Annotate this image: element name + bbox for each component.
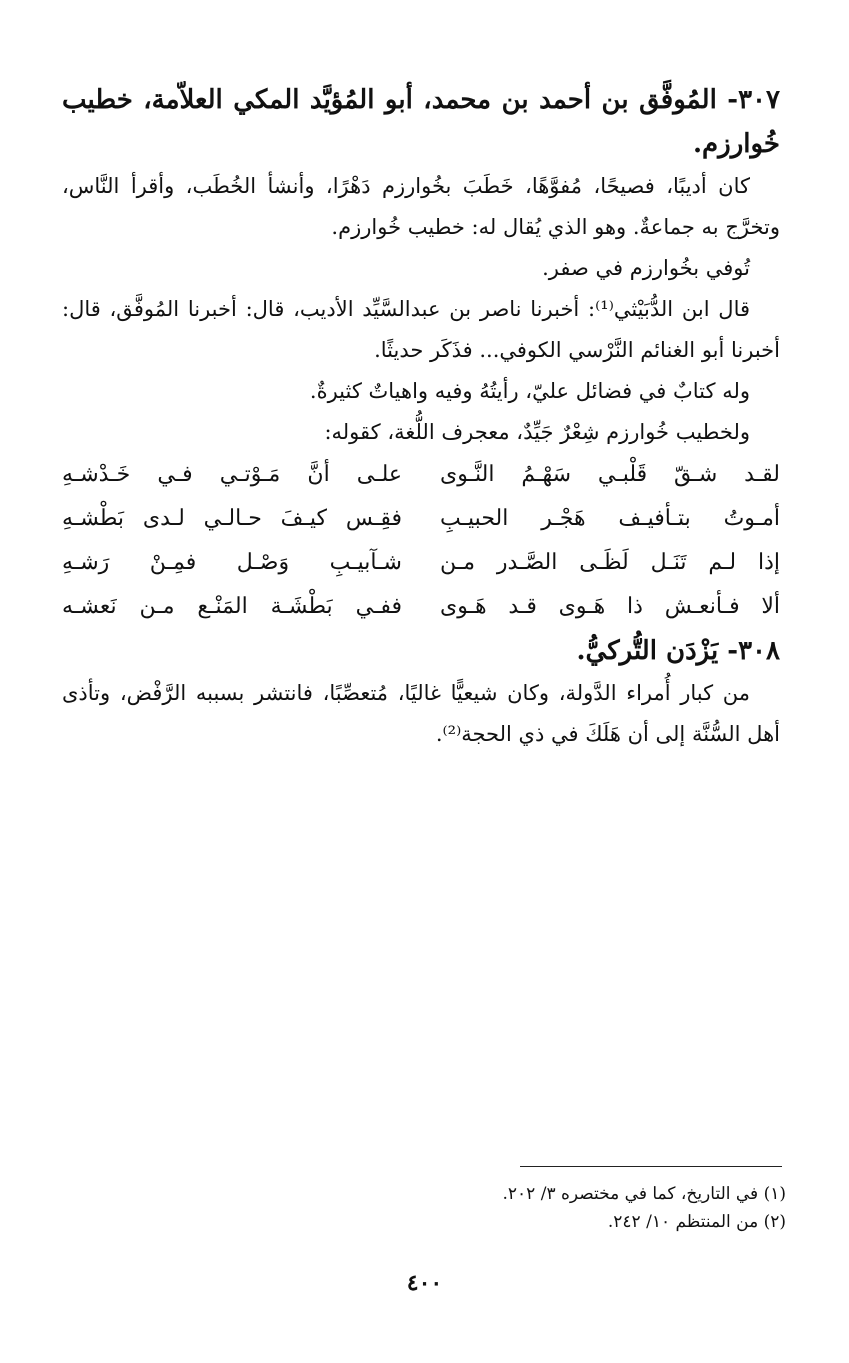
main-text	[62, 78, 780, 755]
footnote-1: (١) في التاريخ، كما في مختصره ٣/ ٢٠٢.	[502, 1184, 786, 1204]
entry-308-heading: ٣٠٨- يَزْدَن التُّركيُّ.	[576, 636, 780, 666]
verse-first-hemistich: لقـد شـقّ قَلْبـي سَهْـمُ النَّـوى	[440, 462, 780, 487]
poem-verse	[62, 497, 780, 541]
footnotes	[420, 1180, 786, 1236]
entry-307-paragraph-4: وله كتابٌ في فضائل عليّ، رأيتُهُ وفيه واهياتٌ كثيرةٌ.	[309, 379, 750, 403]
page-number: ٤٠٠	[406, 1270, 443, 1296]
poem-verse	[62, 541, 780, 585]
entry-308-paragraph-1: من كبار أُمراء الدَّولة، وكان شيعيًّا غاليًا، مُتعصِّبًا، فانتشر بسببه الرَّفْض، وتأذى أهل السُّنَّة إلى أن هَلَكَ في ذي الحجة⁽²⁾.	[62, 681, 780, 746]
verse-second-hemistich: ففـي بَطْشَـة المَنْـع مـن نَعشـه	[62, 594, 402, 619]
entry-307-paragraph-1: كان أديبًا، فصيحًا، مُفوَّهًا، خَطَبَ بخُوارزم دَهْرًا، وأنشأ الخُطَب، وأقرأ النَّاس، وتخرَّج به جماعةٌ. وهو الذي يُقال له: خطيب خُوارزم.	[62, 174, 780, 239]
entry-307-heading: ٣٠٧- المُوفَّق بن أحمد بن محمد، أبو المُؤيَّد المكي العلاّمة، خطيب خُوارزم.	[62, 85, 780, 159]
footnote-divider	[520, 1166, 782, 1167]
verse-first-hemistich: إذا لـم تَنَـل لَظَـى الصَّـدر مـن	[440, 550, 780, 575]
poem	[62, 453, 780, 629]
verse-second-hemistich: شـآبيـبِ وَصْـل فمِـنْ رَشـهِ	[62, 550, 402, 575]
verse-second-hemistich: علـى أنَّ مَـوْتـي فـي خَـدْشـهِ	[62, 462, 402, 487]
entry-307-paragraph-5: ولخطيب خُوارزم شِعْرٌ جَيِّدٌ، معجرف اللُّغة، كقوله:	[324, 420, 750, 444]
footnote-2: (٢) من المنتظم ١٠/ ٢٤٢.	[607, 1212, 786, 1232]
poem-verse	[62, 453, 780, 497]
entry-307-paragraph-2: تُوفي بخُوارزم في صفر.	[542, 256, 750, 280]
verse-first-hemistich: أمـوتُ بتـأفيـف هَجْـر الحبيـبِ	[440, 506, 780, 531]
verse-first-hemistich: ألا فـأنعـش ذا هَـوى قـد هَـوى	[440, 594, 780, 619]
entry-307-paragraph-3: قال ابن الدُّبَيْثي⁽¹⁾: أخبرنا ناصر بن عبدالسَّيِّد الأديب، قال: أخبرنا المُوفَّق، قال: أخبرنا أبو الغنائم النَّرْسي الكوفي... فذَكَر حديثًا.	[62, 297, 780, 362]
verse-second-hemistich: فقِـس كيـفَ حـالـي لـدى بَطْشـهِ	[62, 506, 402, 531]
poem-verse	[62, 585, 780, 629]
